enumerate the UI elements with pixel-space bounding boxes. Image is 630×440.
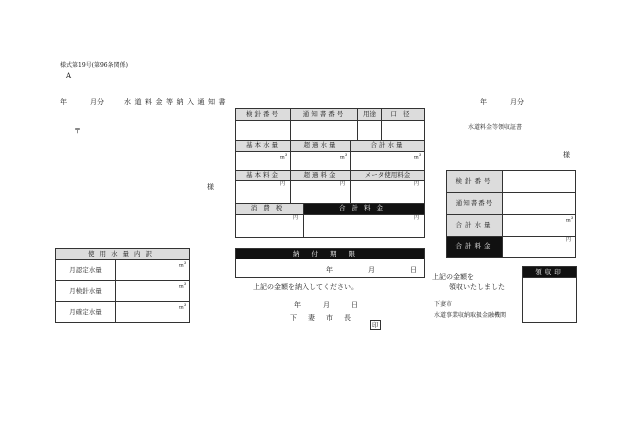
label-basic-fee: 基本料金 [246, 171, 280, 179]
receipt-label-meter-no: 検針番号 [455, 177, 494, 185]
addressee-sama: 様 [207, 183, 214, 191]
receipt-label-total-volume: 合計水量 [455, 221, 494, 229]
usage-row-metered: 月検針水量 [69, 287, 102, 295]
unit-yen: 円 [340, 181, 346, 187]
due-month: 月 [368, 266, 375, 274]
label-notice-no: 通知書番号 [302, 110, 346, 118]
label-total-fee: 合計料金 [339, 204, 389, 212]
unit-m3: $m^3$ [566, 215, 574, 224]
usage-row-estimated: 月認定水量 [69, 266, 102, 274]
unit-yen: 円 [566, 237, 572, 243]
usage-header: 使用水量内訳 [88, 250, 157, 258]
issue-month: 月 [323, 301, 330, 309]
label-tax: 消費税 [250, 204, 289, 212]
receipt-city: 下妻市 [434, 301, 453, 308]
notice-year: 年 [60, 98, 67, 106]
received-line2: 領収いたしました [449, 283, 505, 291]
unit-yen: 円 [280, 181, 286, 187]
receipt-sama: 様 [563, 151, 570, 159]
label-meter-fee: メータ使用料金 [364, 171, 411, 179]
seal-mark: 印 [372, 321, 379, 329]
receipt-year: 年 [480, 98, 487, 106]
label-basic-volume: 基本水量 [246, 141, 280, 149]
unit-yen: 円 [414, 181, 420, 187]
notice-month: 月分 [90, 98, 104, 106]
unit-m3: $m^3$ [179, 260, 187, 269]
receipt-agency: 水道事業収納取扱金融機関 [434, 312, 507, 319]
due-year: 年 [326, 266, 333, 274]
issuer-name: 下妻市長 [290, 314, 362, 322]
postal-mark: 〒 [74, 127, 81, 135]
unit-m3: $m^3$ [179, 302, 187, 311]
receipt-title: 水道料金等領収証書 [468, 124, 523, 131]
unit-m3: $m^3$ [340, 152, 348, 161]
receipt-label-notice-no: 通知書番号 [455, 199, 494, 207]
type-code: A [66, 72, 72, 80]
label-excess-fee: 超過料金 [303, 171, 338, 179]
received-line1: 上記の金額を [432, 273, 474, 281]
form-number: 様式第19号(第96条関係) [60, 62, 128, 69]
due-header: 納付期限 [293, 250, 367, 258]
notice-title: 水道料金等納入通知書 [124, 98, 229, 106]
receipt-label-total-fee: 合計料金 [455, 242, 494, 250]
issue-day: 日 [351, 301, 358, 309]
usage-row-confirmed: 月確定水量 [69, 308, 102, 316]
unit-m3: $m^3$ [280, 152, 288, 161]
receipt-month: 月分 [510, 98, 524, 106]
stamp-header: 領収印 [535, 268, 564, 276]
unit-m3: $m^3$ [414, 152, 422, 161]
label-total-volume: 合計水量 [370, 141, 405, 149]
unit-m3: $m^3$ [179, 281, 187, 290]
label-usage: 用途 [363, 110, 376, 118]
pay-message: 上記の金額を納入してください。 [253, 283, 358, 291]
label-excess-volume: 超過水量 [303, 141, 338, 149]
unit-yen: 円 [414, 215, 420, 221]
due-day: 日 [410, 266, 417, 274]
label-meter-no: 検針番号 [246, 110, 280, 118]
unit-yen: 円 [293, 215, 299, 221]
issue-year: 年 [294, 301, 301, 309]
label-diameter: 口径 [390, 110, 416, 118]
